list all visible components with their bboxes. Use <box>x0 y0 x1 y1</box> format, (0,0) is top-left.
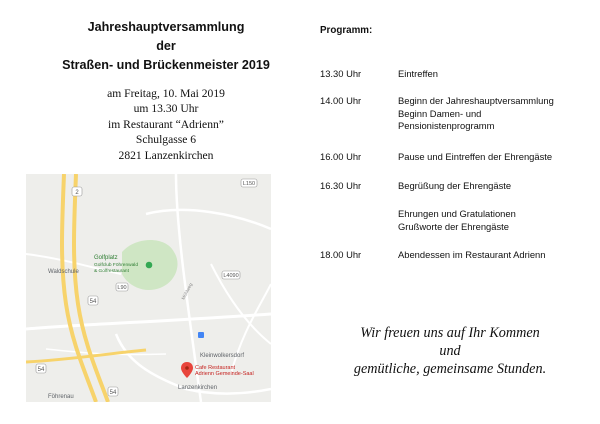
closing-line-3: gemütliche, gemeinsame Stunden. <box>353 361 547 377</box>
golf-icon <box>146 262 153 269</box>
street-label: Mühlweg <box>180 282 194 301</box>
event-details <box>20 86 312 163</box>
closing-line-1: Wir freuen uns auf Ihr Kommen <box>360 325 540 341</box>
svg-text:54: 54 <box>109 390 117 396</box>
program-description: Abendessen im Restaurant Adrienn <box>398 249 546 260</box>
cafe-label-1: Cafe Restaurant <box>195 365 236 371</box>
program-time: 14.00 Uhr <box>320 95 362 106</box>
cafe-label-2: Adrienn Gemeinde-Saal <box>195 371 254 377</box>
event-time: um 13.30 Uhr <box>133 102 199 116</box>
road-shield <box>72 187 82 196</box>
kleinwolkersdorf-label: Kleinwolkersdorf <box>200 353 245 359</box>
event-city: 2821 Lanzenkirchen <box>118 148 214 162</box>
golfplatz-label: Golfplatz <box>94 255 118 261</box>
event-venue: im Restaurant “Adrienn” <box>108 117 224 131</box>
program-description: Ehrungen und Gratulationen Grußworte der Ehrengäste <box>398 208 516 232</box>
program-section <box>320 25 590 260</box>
transit-icon <box>198 332 204 338</box>
program-description: Pause und Eintreffen der Ehrengäste <box>398 151 553 162</box>
road-shield <box>222 271 240 279</box>
program-description: Begrüßung der Ehrengäste <box>398 180 512 191</box>
waldschule-label: Waldschule <box>48 269 79 275</box>
svg-text:2: 2 <box>75 190 79 196</box>
closing-line-2: und <box>439 343 461 359</box>
lanzenkirchen-label: Lanzenkirchen <box>178 385 218 391</box>
road-shield <box>36 364 46 373</box>
golfclub-label-1: Golfclub Föhrenwald <box>94 263 138 268</box>
location-map[interactable] <box>26 174 271 402</box>
svg-text:54: 54 <box>89 299 97 305</box>
program-time: 18.00 Uhr <box>320 249 362 260</box>
road-shield <box>241 179 257 187</box>
program-time: 16.00 Uhr <box>320 151 362 162</box>
title-line-1: Jahreshauptversammlung <box>87 20 245 34</box>
svg-text:L90: L90 <box>117 285 127 291</box>
title-line-2: der <box>156 39 176 53</box>
closing-message <box>310 324 590 378</box>
invitation-header <box>20 18 312 163</box>
program-heading: Programm: <box>320 25 373 36</box>
road-shield <box>88 296 98 305</box>
golfclub-label-2: & Golfrestaurant <box>94 269 129 274</box>
program-time: 13.30 Uhr <box>320 68 362 79</box>
svg-text:54: 54 <box>37 367 45 373</box>
svg-text:L150: L150 <box>242 181 256 187</box>
event-street: Schulgasse 6 <box>135 133 197 147</box>
fohrenau-label: Föhrenau <box>48 394 74 400</box>
title-line-3: Straßen- und Brückenmeister 2019 <box>62 58 270 72</box>
program-time: 16.30 Uhr <box>320 180 362 191</box>
road-shield <box>108 387 118 396</box>
road-shield <box>116 283 128 291</box>
svg-text:L4090: L4090 <box>223 273 239 279</box>
program-description: Eintreffen <box>398 68 438 79</box>
event-date: am Freitag, 10. Mai 2019 <box>107 87 225 100</box>
program-description: Beginn der Jahreshauptversammlung Beginn Damen- und Pensionistenprogramm <box>398 95 554 131</box>
